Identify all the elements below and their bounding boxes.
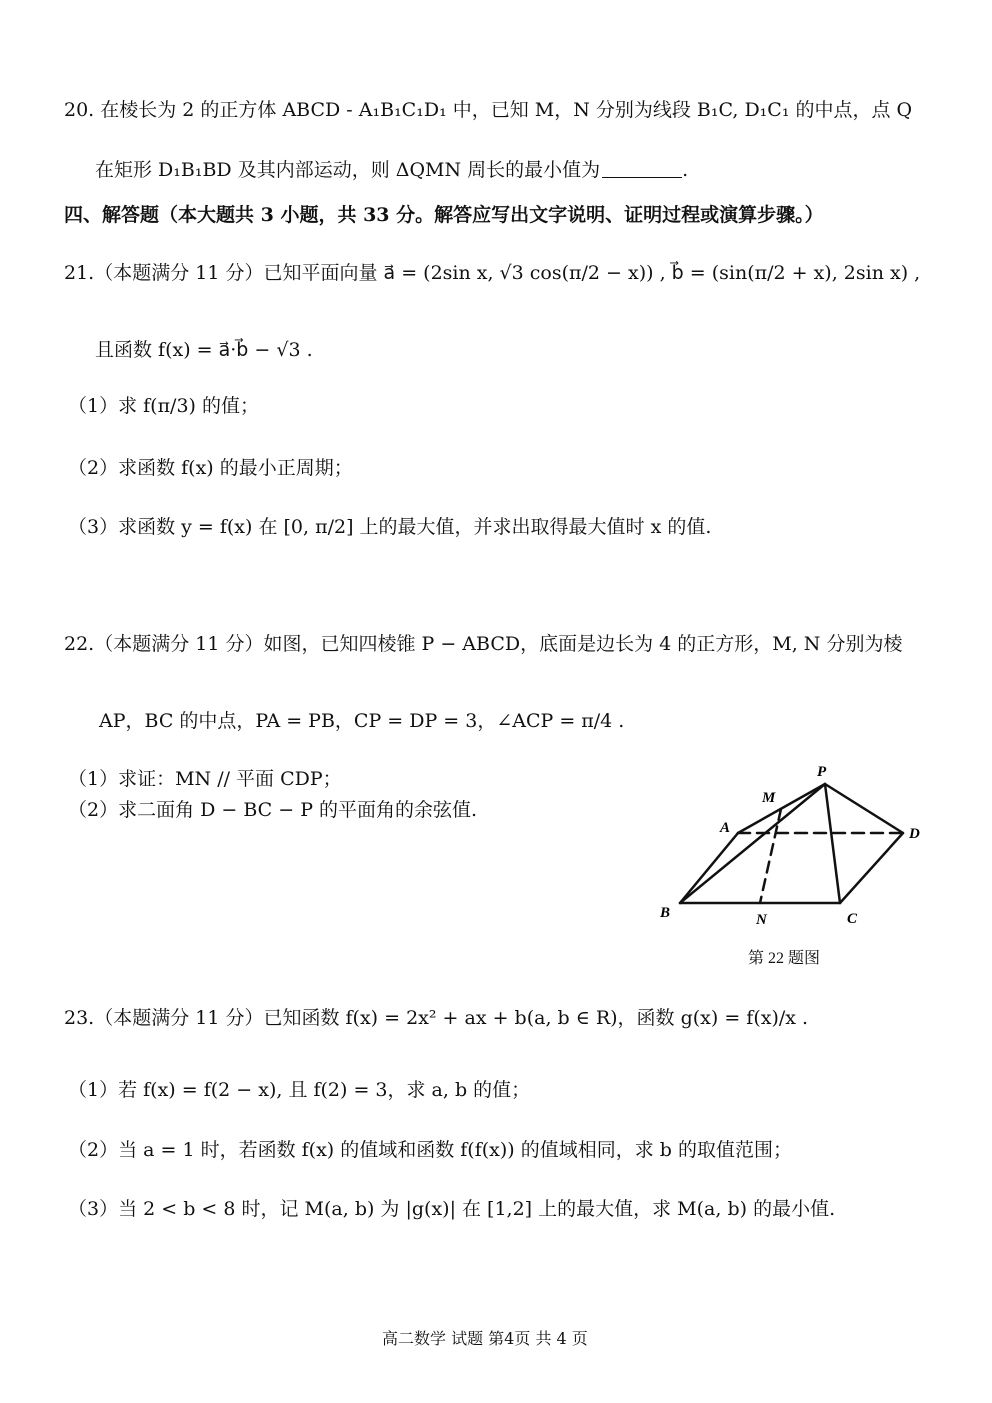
- label-n: N: [756, 912, 767, 928]
- pyramid-figure: [650, 760, 940, 940]
- edge-ba: [680, 833, 738, 903]
- q20-line2-end: .: [682, 159, 689, 181]
- q23-part3: （3）当 2 < b < 8 时，记 M(a, b) 为 |g(x)| 在 [1,2] 上的最大值，求 M(a, b) 的最小值.: [68, 1198, 836, 1220]
- label-c: C: [847, 911, 858, 927]
- label-p: P: [817, 764, 827, 780]
- q23-part2: （2）当 a = 1 时，若函数 f(x) 的值域和函数 f(f(x)) 的值域相同，求 b 的取值范围；: [68, 1139, 792, 1161]
- figure-caption: 第 22 题图: [748, 950, 821, 967]
- q23-line1: 23.（本题满分 11 分）已知函数 f(x) = 2x² + ax + b(a, b ∈ R)，函数 g(x) = f(x)/x .: [64, 1007, 809, 1029]
- q21-line1: 21.（本题满分 11 分）已知平面向量 a⃗ = (2sin x, √3 cos(π/2 − x)) , b⃗ = (sin(π/2 + x), 2sin x) ,: [64, 262, 921, 284]
- q22-part1: （1）求证：MN // 平面 CDP；: [68, 768, 342, 790]
- q21-part1: （1）求 f(π/3) 的值；: [68, 395, 260, 417]
- q21-line2: 且函数 f(x) = a⃗·b⃗ − √3 .: [95, 339, 313, 361]
- q22-part2: （2）求二面角 D − BC − P 的平面角的余弦值.: [68, 799, 478, 821]
- label-b: B: [660, 905, 671, 921]
- edge-pb: [680, 784, 825, 903]
- edge-cd: [840, 833, 903, 903]
- edge-pc: [825, 784, 840, 903]
- q20-line1: 20. 在棱长为 2 的正方体 ABCD - A₁B₁C₁D₁ 中，已知 M，N 分别为线段 B₁C, D₁C₁ 的中点，点 Q: [64, 99, 913, 121]
- q22-line1: 22.（本题满分 11 分）如图，已知四棱锥 P − ABCD，底面是边长为 4 的正方形，M, N 分别为棱: [64, 633, 903, 655]
- label-a: A: [720, 820, 731, 836]
- page-footer: 高二数学 试题 第4页 共 4 页: [382, 1329, 588, 1348]
- q21-part2: （2）求函数 f(x) 的最小正周期；: [68, 457, 353, 479]
- q20-line2: [95, 161, 688, 180]
- label-d: D: [909, 826, 920, 842]
- answer-blank: [602, 177, 682, 178]
- q23-part1: （1）若 f(x) = f(2 − x), 且 f(2) = 3，求 a, b 的值；: [68, 1079, 531, 1101]
- section-heading: 四、解答题（本大题共 3 小题，共 33 分。解答应写出文字说明、证明过程或演算步骤。）: [64, 204, 824, 226]
- edge-pd: [825, 784, 903, 833]
- q20-line2-text: 在矩形 D₁B₁BD 及其内部运动，则 ΔQMN 周长的最小值为: [95, 159, 601, 181]
- q21-part3: （3）求函数 y = f(x) 在 [0, π/2] 上的最大值，并求出取得最大值时 x 的值.: [68, 516, 712, 538]
- q22-line2: AP，BC 的中点，PA = PB，CP = DP = 3，∠ACP = π/4 .: [99, 710, 625, 732]
- label-m: M: [762, 790, 776, 806]
